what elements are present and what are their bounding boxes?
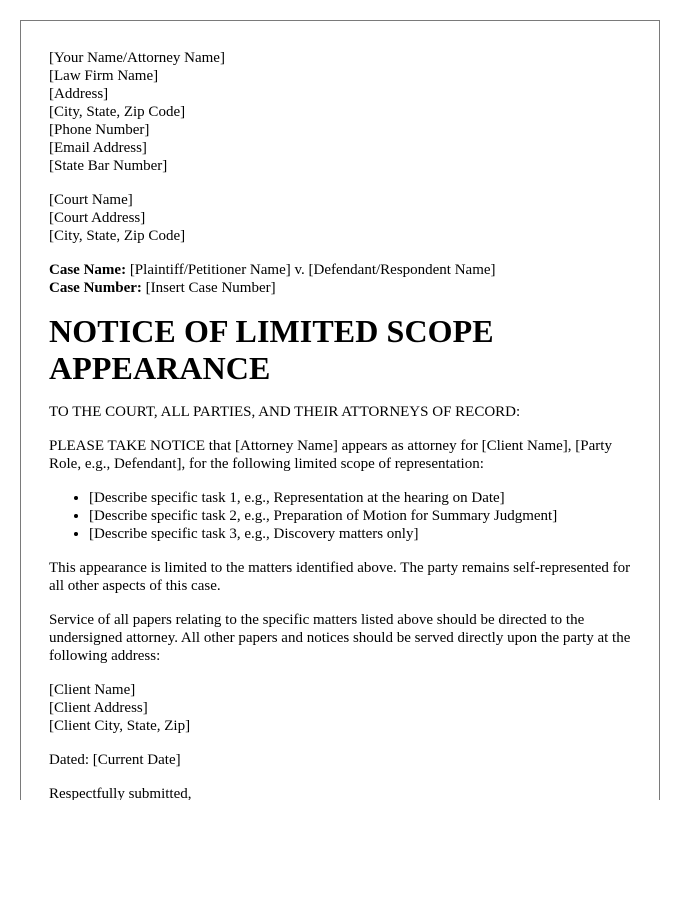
document-page bbox=[20, 20, 660, 800]
closing-line: Respectfully submitted, bbox=[49, 786, 192, 800]
sender-name: [Your Name/Attorney Name] bbox=[49, 50, 225, 66]
sender-city: [City, State, Zip Code] bbox=[49, 104, 186, 120]
task-item: • [Describe specific task 2, e.g., Preparation of Motion for Summary Judgment] bbox=[89, 507, 631, 525]
task-item: • [Describe specific task 3, e.g., Discovery matters only] bbox=[89, 525, 631, 543]
client-name: [Client Name] bbox=[49, 682, 136, 698]
case-block bbox=[49, 261, 631, 297]
court-city: [City, State, Zip Code] bbox=[49, 228, 186, 244]
document-title: NOTICE OF LIMITED SCOPE APPEARANCE bbox=[49, 313, 494, 386]
case-name-line bbox=[49, 261, 631, 279]
task-list bbox=[49, 489, 631, 543]
court-address: [Court Address] bbox=[49, 210, 146, 226]
client-city: [Client City, State, Zip] bbox=[49, 718, 191, 734]
court-name: [Court Name] bbox=[49, 192, 133, 208]
case-number-value: [Insert Case Number] bbox=[141, 280, 276, 296]
case-name-label: Case Name: bbox=[49, 262, 127, 278]
client-address-block bbox=[49, 681, 631, 735]
sender-block bbox=[49, 49, 631, 175]
dated-line: Dated: [Current Date] bbox=[49, 752, 181, 768]
salutation: TO THE COURT, ALL PARTIES, AND THEIR ATTORNEYS OF RECORD: bbox=[49, 404, 521, 420]
client-address: [Client Address] bbox=[49, 700, 148, 716]
task-item: • [Describe specific task 1, e.g., Representation at the hearing on Date] bbox=[89, 489, 631, 507]
case-number-line bbox=[49, 279, 631, 297]
case-number-label: Case Number: bbox=[49, 280, 142, 296]
notice-paragraph: PLEASE TAKE NOTICE that [Attorney Name] appears as attorney for [Client Name], [Party Role, e.g., Defendant], for the following limited scope of representation: bbox=[49, 438, 612, 472]
court-block bbox=[49, 191, 631, 245]
case-name-value: [Plaintiff/Petitioner Name] v. [Defendant/Respondent Name] bbox=[126, 262, 496, 278]
sender-address: [Address] bbox=[49, 86, 109, 102]
limitation-paragraph: This appearance is limited to the matters identified above. The party remains self-represented for all other aspects of this case. bbox=[49, 560, 631, 594]
sender-phone: [Phone Number] bbox=[49, 122, 150, 138]
sender-email: [Email Address] bbox=[49, 140, 147, 156]
sender-firm: [Law Firm Name] bbox=[49, 68, 159, 84]
service-paragraph: Service of all papers relating to the specific matters listed above should be directed to the undersigned attorney. All other papers and notices should be served directly upon the party at the following address: bbox=[49, 612, 631, 664]
sender-bar-number: [State Bar Number] bbox=[49, 158, 168, 174]
